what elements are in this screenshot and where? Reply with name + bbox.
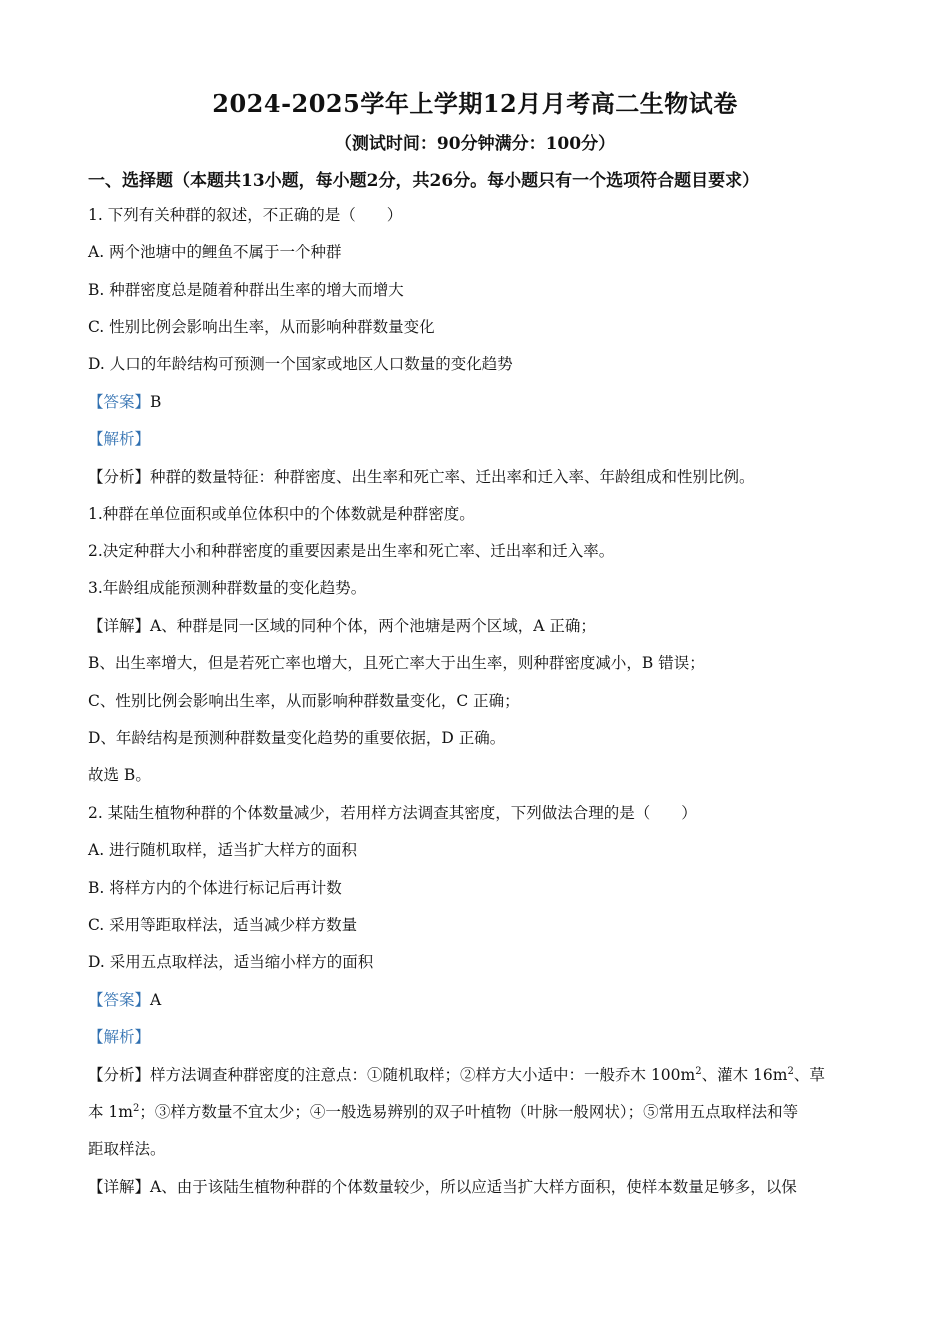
q1-fenxi (88, 466, 755, 488)
fenxi-text: 样方法调查种群密度的注意点：①随机取样；②样方大小适中：一般乔木 100m (150, 1066, 696, 1084)
q1-stem: 1. 下列有关种群的叙述，不正确的是（ ） (88, 206, 403, 224)
section-heading: 一、选择题（本题共13小题，每小题2分，共26分。每小题只有一个选项符合题目要求） (88, 171, 760, 191)
q2-option-d: D. 采用五点取样法，适当缩小样方的面积 (88, 953, 374, 971)
q1-detail-d: D、年龄结构是预测种群数量变化趋势的重要依据，D 正确。 (88, 729, 506, 747)
q1-answer (88, 391, 161, 413)
analysis-tag: 【解析】 (88, 1028, 151, 1046)
fenxi-text: 、灌木 16m (701, 1066, 788, 1084)
fenxi-text: 种群的数量特征：种群密度、出生率和死亡率、迁出率和迁入率、年龄组成和性别比例。 (150, 468, 755, 486)
q2-fenxi-line-3: 距取样法。 (88, 1140, 166, 1158)
superscript: 2 (695, 1065, 702, 1077)
fenxi-text: 本 1m (88, 1103, 133, 1121)
answer-tag: 【答案】 (88, 393, 151, 411)
answer-tag: 【答案】 (88, 991, 151, 1009)
superscript: 2 (133, 1102, 140, 1114)
q2-detail-a (88, 1176, 797, 1198)
detail-text: A、由于该陆生植物种群的个体数量较少，所以应适当扩大样方面积，使样本数量足够多，以保 (150, 1178, 797, 1196)
superscript: 2 (787, 1065, 794, 1077)
q1-option-c: C. 性别比例会影响出生率，从而影响种群数量变化 (88, 318, 435, 336)
q1-analysis-tag (88, 428, 150, 450)
q1-point-1: 1.种群在单位面积或单位体积中的个体数就是种群密度。 (88, 505, 475, 523)
q1-point-3: 3.年龄组成能预测种群数量的变化趋势。 (88, 579, 367, 597)
answer-value: B (150, 393, 162, 411)
xiangjie-tag: 【详解】 (88, 617, 151, 635)
analysis-tag: 【解析】 (88, 430, 151, 448)
q2-stem: 2. 某陆生植物种群的个体数量减少，若用样方法调查其密度，下列做法合理的是（ ） (88, 804, 697, 822)
q1-detail-a (88, 615, 596, 637)
fenxi-tag: 【分析】 (88, 1066, 151, 1084)
q1-conclusion: 故选 B。 (88, 766, 151, 784)
q2-option-b: B. 将样方内的个体进行标记后再计数 (88, 879, 342, 897)
xiangjie-tag: 【详解】 (88, 1178, 151, 1196)
q1-option-d: D. 人口的年龄结构可预测一个国家或地区人口数量的变化趋势 (88, 355, 513, 373)
q2-option-c: C. 采用等距取样法，适当减少样方数量 (88, 916, 358, 934)
q2-option-a: A. 进行随机取样，适当扩大样方的面积 (88, 841, 358, 859)
q1-point-2: 2.决定种群大小和种群密度的重要因素是出生率和死亡率、迁出率和迁入率。 (88, 542, 615, 560)
fenxi-text: ；③样方数量不宜太少；④一般选易辨别的双子叶植物（叶脉一般网状）；⑤常用五点取样法和等 (139, 1103, 799, 1121)
q2-answer (88, 989, 161, 1011)
q2-analysis-tag (88, 1026, 150, 1048)
detail-text: A、种群是同一区域的同种个体，两个池塘是两个区域，A 正确； (150, 617, 596, 635)
page-subtitle: （测试时间：90分钟满分：100分） (334, 134, 616, 154)
q1-option-a: A. 两个池塘中的鲤鱼不属于一个种群 (88, 243, 342, 261)
q1-detail-c: C、性别比例会影响出生率，从而影响种群数量变化，C 正确； (88, 692, 520, 710)
q2-fenxi-line-1 (88, 1064, 825, 1086)
q1-detail-b: B、出生率增大，但是若死亡率也增大，且死亡率大于出生率，则种群密度减小，B 错误； (88, 654, 705, 672)
q1-option-b: B. 种群密度总是随着种群出生率的增大而增大 (88, 281, 404, 299)
fenxi-text: 、草 (793, 1066, 825, 1084)
answer-value: A (150, 991, 162, 1009)
fenxi-tag: 【分析】 (88, 468, 151, 486)
q2-fenxi-line-2 (88, 1101, 798, 1123)
page-title: 2024-2025学年上学期12月月考高二生物试卷 (212, 89, 738, 118)
